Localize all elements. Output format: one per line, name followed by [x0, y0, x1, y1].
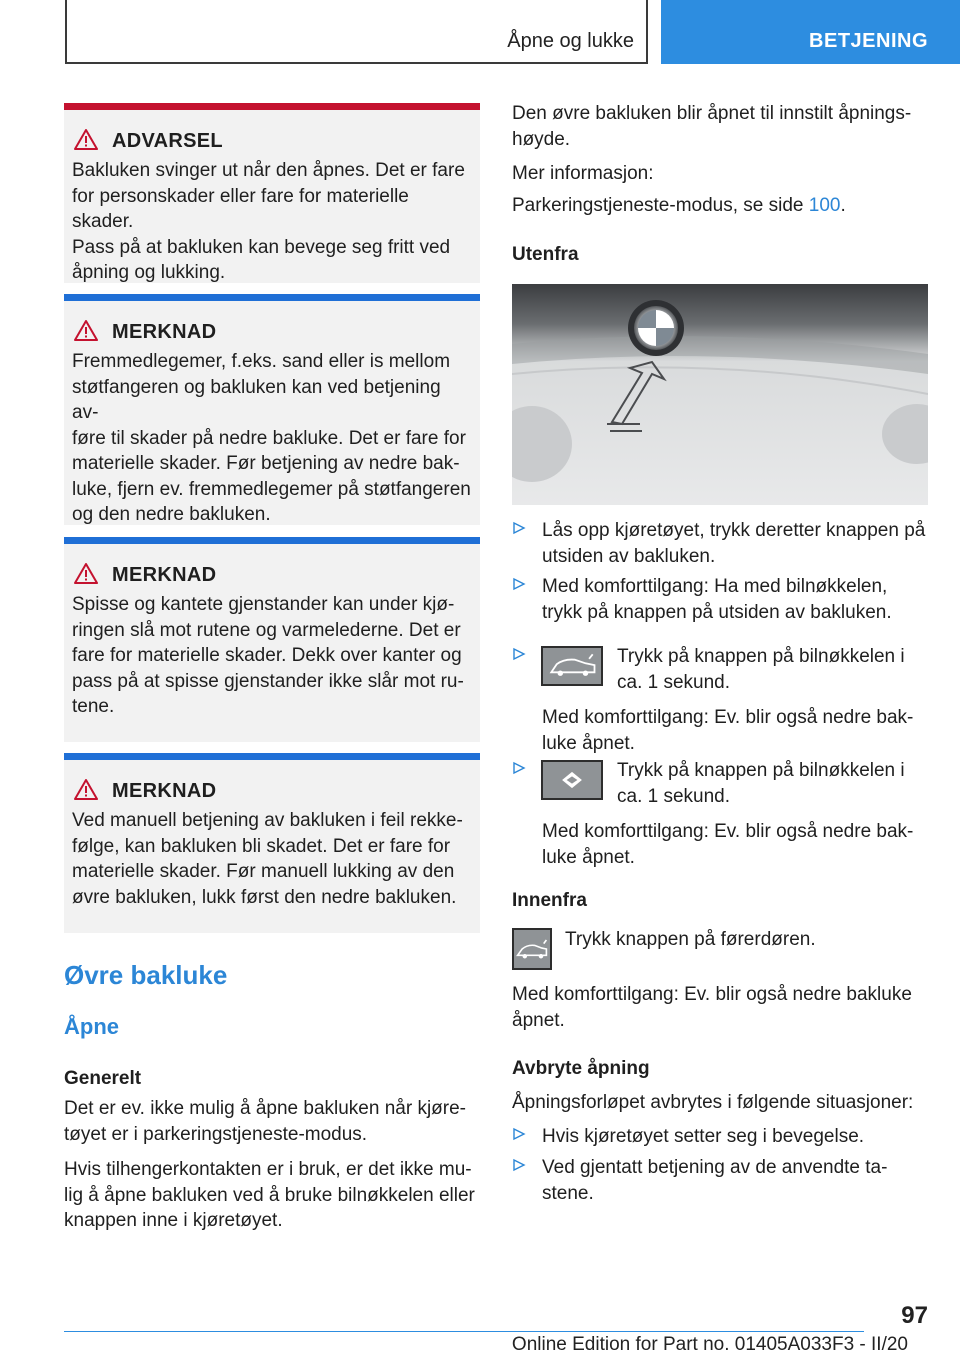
text-line: Trykk på knappen på bilnøkkelen i [617, 646, 905, 667]
paragraph-generelt [64, 1096, 480, 1147]
text-line: åpnet. [512, 1009, 565, 1031]
list-item-line: Lås opp kjøretøyet, trykk deretter knappen på [542, 520, 926, 541]
text-line: Med komforttilgang: Ev. blir også nedre bak- [542, 821, 914, 842]
more-info-label: Mer informasjon: [512, 163, 654, 184]
warning-triangle-icon [74, 562, 98, 584]
notice-bar [64, 753, 480, 760]
cross-reference [512, 193, 846, 219]
text-line: luke åpnet. [542, 732, 635, 754]
text-line: ca. 1 sekund. [617, 671, 731, 693]
list-item [512, 574, 928, 625]
box-text-line: støtfangeren og bakluken kan ved betjening av- [72, 376, 441, 423]
header-section-frame [65, 0, 648, 64]
warning-box [64, 103, 480, 283]
text-line: Hvis tilhengerkontakten er i bruk, er det ikke mu- [64, 1159, 472, 1180]
section-heading: Øvre bakluke [64, 960, 228, 990]
intro-paragraph [512, 101, 928, 152]
box-text-line: øvre bakluken, lukk først den nedre bakluken. [72, 886, 457, 908]
box-text-line: Fremmedlegemer, f.eks. sand eller is mellom [72, 351, 451, 372]
footer-divider [64, 1331, 864, 1332]
box-text-line: tene. [72, 696, 115, 717]
subheading-generelt: Generelt [64, 1068, 142, 1089]
triangle-bullet-icon [512, 1127, 526, 1141]
text-line: knappen inne i kjøretøyet. [64, 1210, 283, 1231]
box-text-line: for personskader eller fare for materielle skader. [72, 185, 409, 232]
text-line: ca. 1 sekund. [617, 785, 731, 807]
reference-text: Parkeringstjeneste-modus, se side [512, 195, 809, 216]
key-step-text [617, 644, 928, 695]
text-line: tøyet er i parkeringstjeneste-modus. [64, 1123, 368, 1145]
warning-triangle-icon [74, 319, 98, 341]
text-line: Det er ev. ikke mulig å åpne bakluken når kjøre- [64, 1098, 466, 1119]
page-number: 97 [901, 1302, 928, 1329]
list-item [512, 518, 928, 569]
box-text-line: materielle skader. Før manuell lukking av den [72, 861, 455, 882]
text-line: høyde. [512, 128, 571, 150]
notice-box [64, 294, 480, 525]
footer-edition: Online Edition for Part no. 01405A033F3 - II/20 [511, 1334, 908, 1355]
reference-end: . [840, 195, 846, 216]
notice-box [64, 537, 480, 742]
notice-bar [64, 537, 480, 544]
triangle-bullet-icon [512, 1158, 526, 1172]
text-line: Med komforttilgang: Ev. blir også nedre bakluke [512, 984, 912, 1005]
box-text-line: følge, kan bakluken bli skadet. Det er fare for [72, 835, 451, 857]
header-chapter-title: BETJENING [809, 30, 928, 52]
box-title: MERKNAD [112, 321, 217, 343]
subheading-utenfra: Utenfra [512, 244, 579, 265]
warning-bar [64, 103, 480, 110]
box-text-line: Pass på at bakluken kan bevege seg fritt ved [72, 236, 451, 258]
box-text-line: ringen slå mot rutene og varmelederne. Det er [72, 619, 461, 641]
subheading-innenfra: Innenfra [512, 890, 587, 911]
list-item-line: utsiden av bakluken. [542, 545, 716, 567]
text-line: luke åpnet. [542, 846, 635, 868]
box-text-line: føre til skader på nedre bakluke. Det er fare for [72, 427, 466, 449]
warning-triangle-icon [74, 778, 98, 800]
subsection-heading: Åpne [64, 1014, 119, 1039]
text-line: lig å åpne bakluken ved å bruke bilnøkkelen eller [64, 1184, 475, 1206]
header-section-title: Åpne og lukke [507, 30, 634, 52]
paragraph-trailer [64, 1157, 480, 1234]
list-item-line: Med komforttilgang: Ha med bilnøkkelen, [542, 576, 888, 597]
list-item [512, 1155, 928, 1206]
avbryte-intro: Åpningsforløpet avbrytes i følgende situasjoner: [512, 1092, 914, 1113]
box-text-line: materielle skader. Før betjening av nedre bak- [72, 453, 460, 474]
box-text-line: luke, fjern ev. fremmedlegemer på støtfangeren [72, 478, 471, 500]
warning-triangle-icon [74, 128, 98, 150]
box-text-line: Bakluken svinger ut når den åpnes. Det er fare [72, 160, 465, 181]
header-chapter-tab [661, 0, 960, 64]
text-line: Trykk på knappen på bilnøkkelen i [617, 760, 905, 781]
notice-box [64, 753, 480, 933]
box-text-line: fare for materielle skader. Dekk over kanter og [72, 645, 462, 666]
box-text-line: Ved manuell betjening av bakluken i feil rekke- [72, 810, 463, 831]
page-reference-link[interactable]: 100 [808, 195, 841, 216]
box-text-line: åpning og lukking. [72, 262, 226, 283]
driver-door-trunk-button-icon [512, 928, 552, 970]
list-item-line: stene. [542, 1182, 594, 1204]
text-line: Med komforttilgang: Ev. blir også nedre bak- [542, 707, 914, 728]
box-text-line: pass på at spisse gjenstander ikke slår mot ru- [72, 670, 464, 692]
box-title: MERKNAD [112, 564, 217, 586]
triangle-bullet-icon [512, 647, 526, 661]
inside-instruction: Trykk knappen på førerdøren. [565, 929, 816, 950]
diamond-key-icon [541, 760, 603, 800]
triangle-bullet-icon [512, 521, 526, 535]
subheading-avbryte: Avbryte åpning [512, 1058, 650, 1079]
box-text-line: Spisse og kantete gjenstander kan under kjø- [72, 594, 455, 615]
list-item [512, 1124, 928, 1150]
triangle-bullet-icon [512, 761, 526, 775]
box-title: ADVARSEL [112, 130, 223, 152]
trunk-button-photo [512, 284, 928, 505]
list-item-line: trykk på knappen på utsiden av bakluken. [542, 601, 892, 623]
text-line: Den øvre bakluken blir åpnet til innstilt åpnings- [512, 103, 912, 124]
inside-note [512, 982, 928, 1033]
notice-bar [64, 294, 480, 301]
key-step-text [617, 758, 928, 809]
triangle-bullet-icon [512, 577, 526, 591]
list-item-line: Hvis kjøretøyet setter seg i bevegelse. [542, 1126, 865, 1147]
list-item-line: Ved gjentatt betjening av de anvendte ta- [542, 1157, 888, 1178]
key-step [512, 644, 928, 756]
box-text-line: og den nedre bakluken. [72, 504, 271, 525]
box-title: MERKNAD [112, 780, 217, 802]
key-step [512, 758, 928, 870]
car-trunk-key-icon [541, 646, 603, 686]
